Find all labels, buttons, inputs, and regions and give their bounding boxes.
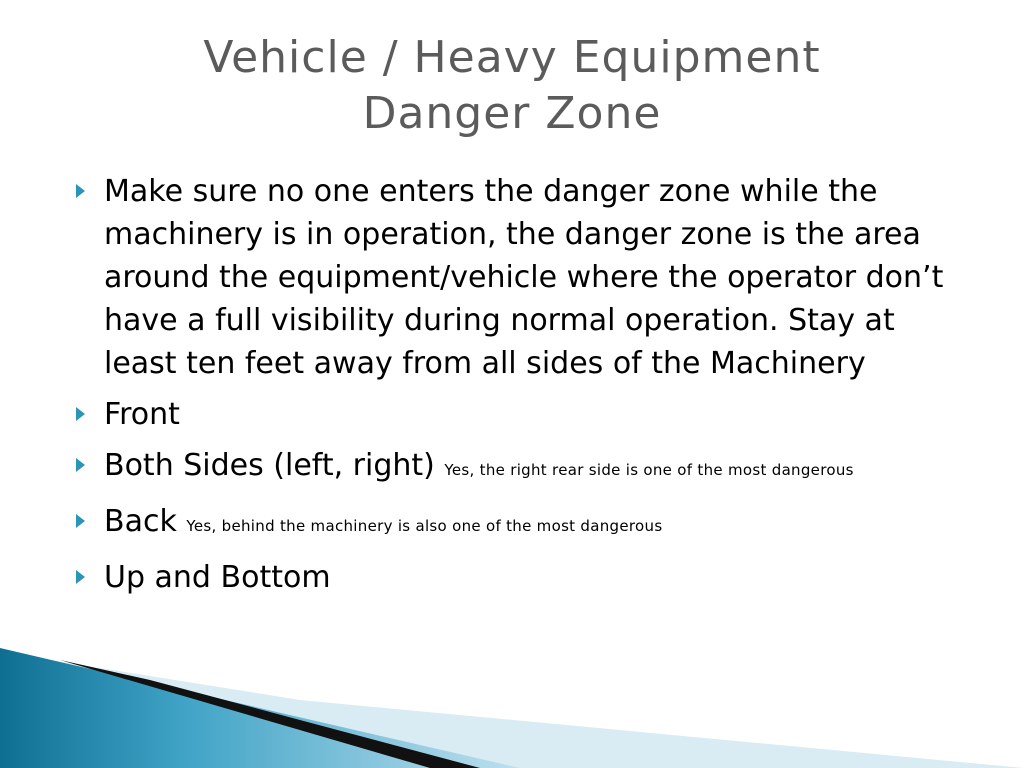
slide-title-line-2: Danger Zone (362, 88, 662, 139)
bullet-text: Back (104, 504, 177, 539)
slide-title (60, 30, 964, 142)
decorative-swoosh (0, 640, 1024, 768)
triangle-right-icon (76, 514, 85, 528)
bullet-text: Make sure no one enters the danger zone while the machinery is in operation, the danger zone is the area around the equipment/vehicle where the operator don’t have a full visibility during normal operation. Stay at least ten feet away from all sides of the Machinery (104, 174, 944, 381)
bullet-text: Up and Bottom (104, 560, 331, 595)
bullet-text: Front (104, 397, 180, 432)
triangle-right-icon (76, 407, 85, 421)
triangle-right-icon (76, 570, 85, 584)
bullet-item-up-and-bottom (72, 556, 972, 599)
bullet-item-front (72, 393, 972, 436)
bullet-item-danger-zone (72, 170, 972, 385)
bullet-list (72, 170, 972, 607)
bullet-item-back (72, 500, 972, 548)
triangle-right-icon (76, 184, 85, 198)
slide-title-line-1: Vehicle / Heavy Equipment (203, 32, 821, 83)
triangle-right-icon (76, 458, 85, 472)
bullet-note: Yes, behind the machinery is also one of the most dangerous (186, 517, 663, 535)
bullet-text: Both Sides (left, right) (104, 448, 435, 483)
bullet-item-both-sides (72, 444, 972, 492)
bullet-note: Yes, the right rear side is one of the most dangerous (444, 461, 854, 479)
